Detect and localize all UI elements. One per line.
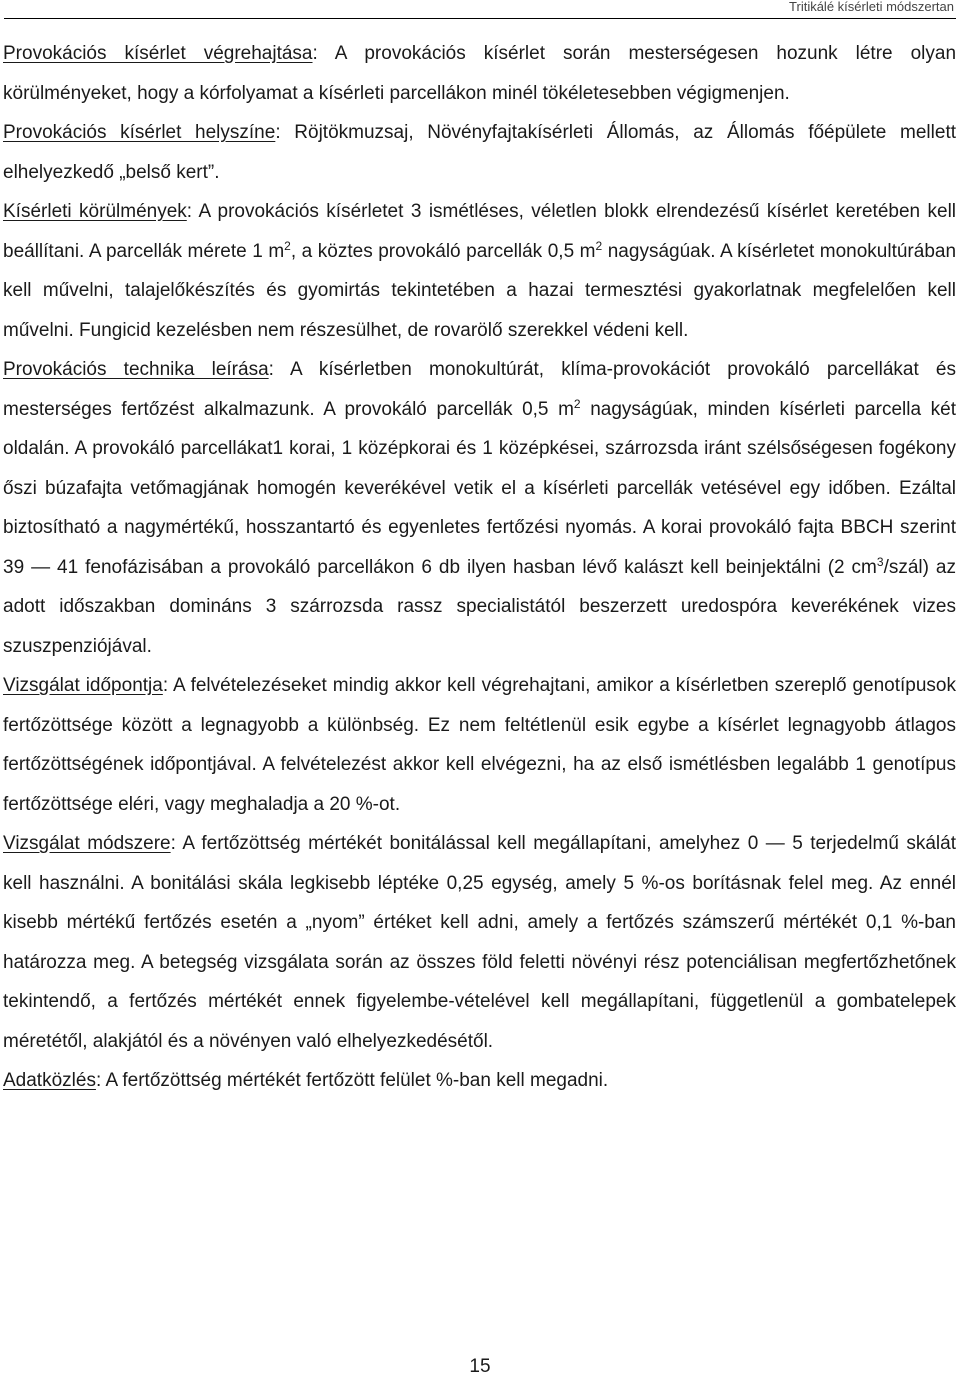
label-separator: : [312, 43, 335, 64]
superscript: 2 [595, 238, 603, 253]
section-label: Adatközlés [3, 1070, 96, 1091]
paragraph-text: A provokációs kísérlet során mesterségesen hozunk létre olyan körülményeket, hogy a kórfolyamat a kísérleti parcellákon minél tökéletesebben végigmenjen. [3, 43, 957, 104]
section-label: Provokációs technika leírása [3, 359, 269, 380]
paragraph-conditions [3, 192, 956, 350]
header-divider [4, 18, 956, 19]
paragraph-reporting [3, 1061, 956, 1101]
running-header: Tritikálé kísérleti módszertan [789, 0, 954, 14]
paragraph-text: A fertőzöttség mértékét bonitálással kell megállapítani, amelyhez 0 — 5 terjedelmű skálát kell használni. A bonitálási skála legkisebb léptéke 0,25 egység, amely 5 %-os borításnak felel meg. Az ennél kisebb mértékű fertőzés esetén a „nyom” értéket kell adni, amely a fertőzés számszerű mértékét 0,1 %-ban határozza meg. A betegség vizsgálata során az összes föld feletti növényi rész potenciálisan megfertőzhetőnek tekintendő, a fertőzés mértékét ennek figyelembe-vételével kell megállapítani, függetlenül a gombatelepek méretétől, alakjától és a növényen való elhelyezkedésétől. [3, 833, 956, 1052]
section-label: Vizsgálat időpontja [3, 675, 163, 696]
paragraph-text: nagyságúak, minden kísérleti parcella két oldalán. A provokáló parcellákat1 korai, 1 középkorai és 1 középkései, szárrozsda iránt szélsőségesen fogékony őszi búzafajta vetőmagjának homogén keverékével vetik el a kísérleti parcellák vetésével egy időben. Ezáltal biztosítható a nagymértékű, hosszantartó és egyenletes fertőzési nyomás. A korai provokáló fajta BBCH szerint 39 — 41 fenofázisában a provokáló parcellákon 6 db ilyen hasban lévő kalászt kell beinjektálni (2 cm [3, 398, 956, 578]
superscript: 2 [284, 238, 291, 253]
paragraph-text: nagyságúak. A kísérletet monokultúrában kell művelni, talajelőkészítés és gyomirtás tekintetében a hazai termesztési gyakorlatnak megfelelően kell művelni. Fungicid kezelésben nem részesülhet, de rovarölő szerekkel védeni kell. [3, 240, 957, 341]
section-label: Provokációs kísérlet helyszíne [3, 122, 276, 143]
section-label: Vizsgálat módszere [3, 833, 171, 854]
label-separator: : [95, 1070, 106, 1091]
paragraph-text: A felvételezéseket mindig akkor kell végrehajtani, amikor a kísérletben szereplő genotípusok fertőzöttsége között a legnagyobb a különbség. Ez nem feltétlenül esik egybe a kísérlet legnagyobb átlagos fertőzöttségének időpontjával. A felvételezést akkor kell elvégezni, ha az első ismétlésben legalább 1 genotípus fertőzöttsége eléri, vagy meghaladja a 20 %-ot. [3, 675, 956, 815]
paragraph-text: /szál) az adott időszakban domináns 3 szárrozsda rassz specialistától beszerzett uredospóra keverékének vizes szuszpenziójával. [3, 556, 956, 657]
label-separator: : [275, 122, 295, 143]
paragraph-text: Röjtökmuzsaj, Növényfajtakísérleti Állomás, az Állomás főépülete mellett elhelyezkedő „belső kert”. [3, 122, 956, 183]
paragraph-text: A kísérletben monokultúrát, klíma-provokációt provokáló parcellákat és mesterséges fertőzést alkalmazunk. A provokáló parcellák 0,5 m [3, 359, 956, 420]
section-label: Provokációs kísérlet végrehajtása [3, 43, 313, 64]
section-label: Kísérleti körülmények [3, 201, 187, 222]
label-separator: : [170, 833, 183, 854]
paragraph-text: A fertőzöttség mértékét fertőzött felület %-ban kell megadni. [105, 1070, 609, 1091]
superscript: 3 [876, 554, 884, 569]
label-separator: : [162, 675, 174, 696]
label-separator: : [268, 359, 291, 380]
paragraph-timing [3, 666, 956, 824]
paragraph-text: , a köztes provokáló parcellák 0,5 m [290, 240, 596, 262]
paragraph-technique [3, 350, 956, 666]
paragraph-method [3, 824, 956, 1061]
document-body [3, 34, 956, 1101]
page-number: 15 [469, 1356, 491, 1377]
label-separator: : [186, 201, 199, 222]
paragraph-text: A provokációs kísérletet 3 ismétléses, véletlen blokk elrendezésű kísérlet keretében kell beállítani. A parcellák mérete 1 m [3, 201, 957, 262]
superscript: 2 [573, 396, 581, 411]
paragraph-location [3, 113, 956, 192]
paragraph-execution [3, 34, 956, 113]
